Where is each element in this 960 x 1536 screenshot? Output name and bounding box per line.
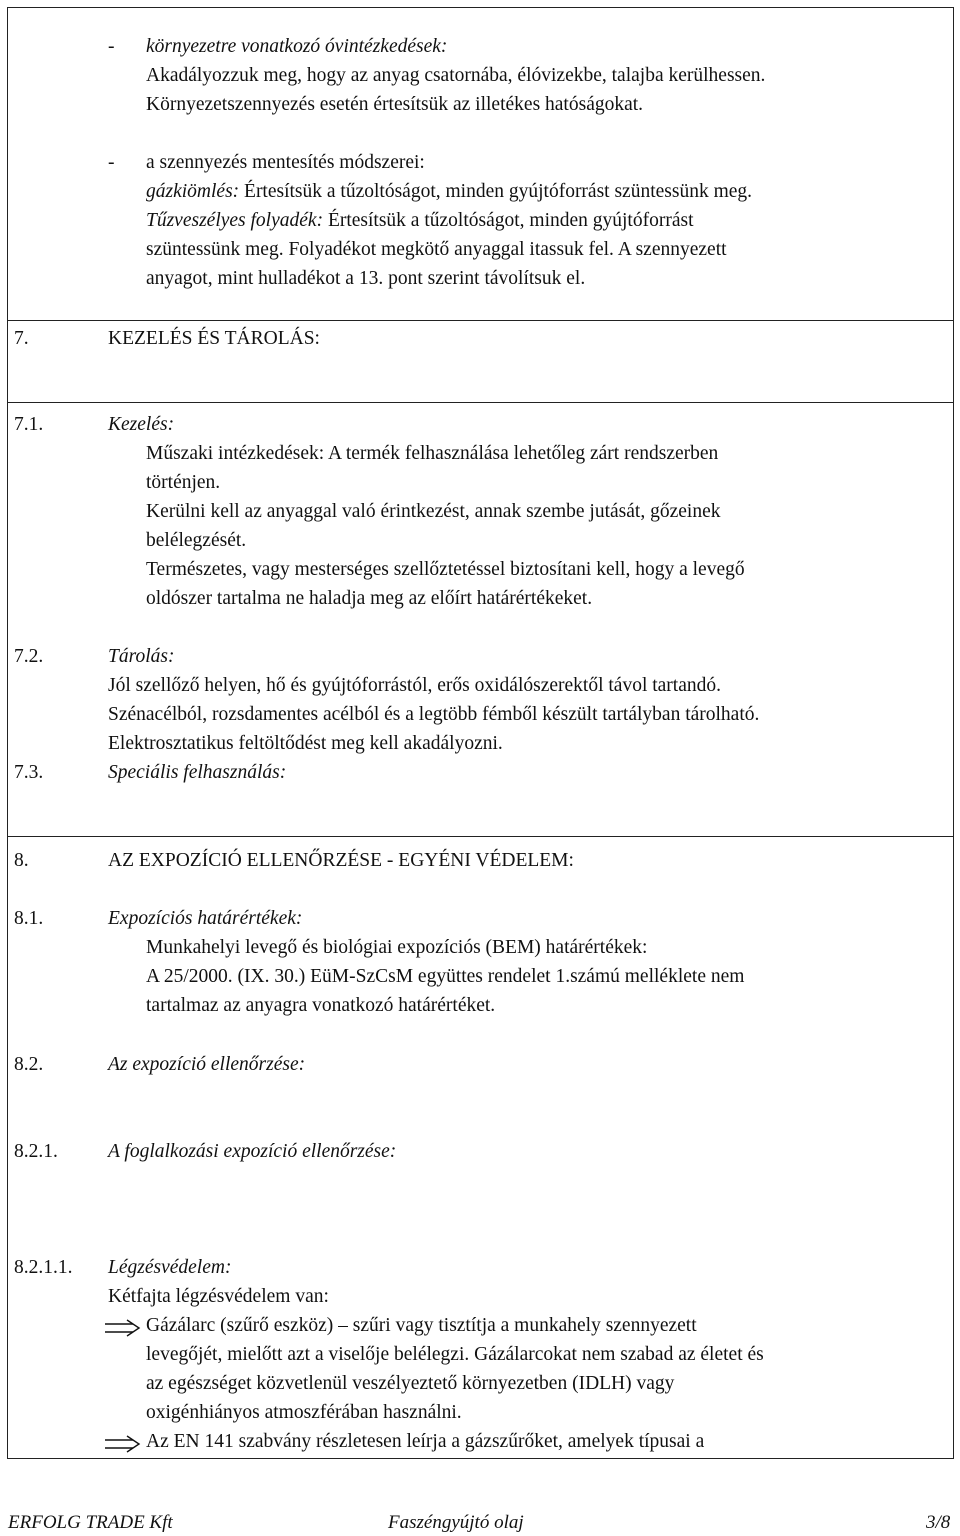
- subsection-title: Kezelés:: [108, 414, 175, 435]
- subsection-title: Tárolás:: [108, 646, 175, 667]
- subsection-title: Expozíciós határértékek:: [108, 908, 303, 929]
- text-line: belélegzését.: [146, 530, 247, 551]
- text-line: oxigénhiányos atmoszférában használni.: [146, 1402, 462, 1423]
- double-arrow-icon: [105, 1435, 143, 1453]
- text-line: Elektrosztatikus feltöltődést meg kell akadályozni.: [108, 733, 503, 754]
- divider-section7: [7, 320, 954, 321]
- text-gas-leak: Értesítsük a tűzoltóságot, minden gyújtóforrást szüntessünk meg.: [244, 181, 753, 202]
- text-line: Műszaki intézkedések: A termék felhasználása lehetőleg zárt rendszerben: [146, 443, 719, 464]
- subsection-number: 8.2.1.1.: [14, 1257, 73, 1278]
- footer-company: ERFOLG TRADE Kft: [8, 1512, 173, 1533]
- text-line: [146, 210, 694, 232]
- text-line: Természetes, vagy mesterséges szellőztetéssel biztosítani kell, hogy a levegő: [146, 559, 745, 580]
- text-line: szüntessünk meg. Folyadékot megkötő anyaggal itassuk fel. A szennyezett: [146, 239, 727, 260]
- footer-page-number: 3/8: [926, 1512, 951, 1533]
- dash-bullet: -: [108, 152, 115, 173]
- double-arrow-icon: [105, 1319, 143, 1337]
- text-line: Szénacélból, rozsdamentes acélból és a legtöbb fémből készült tartályban tárolható.: [108, 704, 760, 725]
- text-line: Gázálarc (szűrő eszköz) – szűri vagy tisztítja a munkahely szennyezett: [146, 1315, 697, 1336]
- text-line: Az EN 141 szabvány részletesen leírja a gázszűrőket, amelyek típusai a: [146, 1431, 705, 1452]
- subheading-cleanup: a szennyezés mentesítés módszerei:: [146, 152, 425, 173]
- divider-section8: [7, 836, 954, 837]
- subsection-title: A foglalkozási expozíció ellenőrzése:: [108, 1141, 397, 1162]
- text-line: tartalmaz az anyagra vonatkozó határértéket.: [146, 995, 496, 1016]
- subsection-number: 7.3.: [14, 762, 44, 783]
- text-line: levegőjét, mielőtt azt a viselője belélegzi. Gázálarcokat nem szabad az életet és: [146, 1344, 764, 1365]
- subheading-environment: környezetre vonatkozó óvintézkedések:: [146, 36, 448, 57]
- section-title: KEZELÉS ÉS TÁROLÁS:: [108, 328, 320, 349]
- subsection-title: Az expozíció ellenőrzése:: [108, 1054, 306, 1075]
- text-line: [146, 181, 752, 203]
- subsection-number: 8.2.1.: [14, 1141, 58, 1162]
- divider-section7-body: [7, 402, 954, 403]
- text-line: Kerülni kell az anyaggal való érintkezést, annak szembe jutását, gőzeinek: [146, 501, 721, 522]
- subsection-title: Speciális felhasználás:: [108, 762, 287, 783]
- footer-product: Faszéngyújtó olaj: [388, 1512, 524, 1533]
- subsection-number: 8.2.: [14, 1054, 44, 1075]
- section-number: 8.: [14, 850, 29, 871]
- label-gas-leak: gázkiömlés:: [146, 181, 240, 202]
- label-flammable-liquid: Tűzveszélyes folyadék:: [146, 210, 324, 231]
- text-line: az egészséget közvetlenül veszélyeztető környezetben (IDLH) vagy: [146, 1373, 675, 1394]
- subsection-number: 7.2.: [14, 646, 44, 667]
- text-line: anyagot, mint hulladékot a 13. pont szerint távolítsuk el.: [146, 268, 586, 289]
- section-title: AZ EXPOZÍCIÓ ELLENŐRZÉSE - EGYÉNI VÉDELEM:: [108, 850, 574, 871]
- text-line: Akadályozzuk meg, hogy az anyag csatornába, élóvizekbe, talajba kerülhessen.: [146, 65, 766, 86]
- text-line: történjen.: [146, 472, 221, 493]
- text-line: Kétfajta légzésvédelem van:: [108, 1286, 329, 1307]
- text-line: A 25/2000. (IX. 30.) EüM-SzCsM együttes rendelet 1.számú melléklete nem: [146, 966, 745, 987]
- text-flammable-liquid: Értesítsük a tűzoltóságot, minden gyújtóforrást: [327, 210, 694, 231]
- section-number: 7.: [14, 328, 29, 349]
- subsection-number: 8.1.: [14, 908, 44, 929]
- text-line: oldószer tartalma ne haladja meg az előírt határértékeket.: [146, 588, 593, 609]
- text-line: Munkahelyi levegő és biológiai expozíciós (BEM) határértékek:: [146, 937, 648, 958]
- dash-bullet: -: [108, 36, 115, 57]
- text-line: Jól szellőző helyen, hő és gyújtóforrástól, erős oxidálószerektől távol tartandó.: [108, 675, 722, 696]
- subsection-number: 7.1.: [14, 414, 44, 435]
- text-line: Környezetszennyezés esetén értesítsük az illetékes hatóságokat.: [146, 94, 644, 115]
- subsection-title: Légzésvédelem:: [108, 1257, 232, 1278]
